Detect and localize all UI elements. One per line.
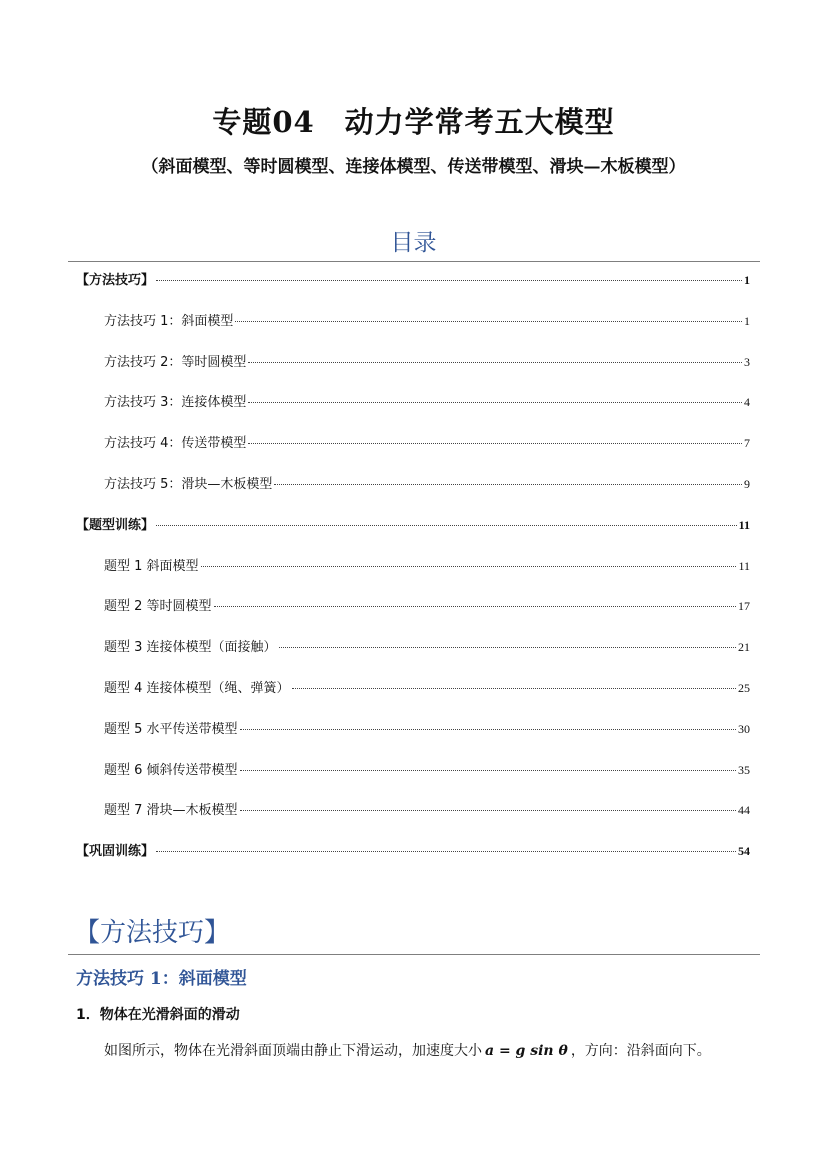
toc-entry[interactable] xyxy=(104,799,750,821)
toc-entry[interactable] xyxy=(104,473,750,495)
toc-entry[interactable] xyxy=(76,840,750,862)
toc-entry[interactable] xyxy=(104,759,750,781)
point-heading: 1．物体在光滑斜面的滑动 xyxy=(76,1007,240,1023)
toc-entry-text: 题型 7 滑块—木板模型 xyxy=(104,803,238,819)
toc-page-number: 17 xyxy=(738,599,750,614)
toc-page-number: 1 xyxy=(744,313,750,328)
toc-page-number: 44 xyxy=(738,803,750,818)
toc-entry[interactable] xyxy=(104,677,750,699)
toc-dot-leader xyxy=(156,280,742,281)
toc-page-number: 1 xyxy=(744,273,750,287)
toc-entry-text: 【巩固训练】 xyxy=(76,844,155,860)
toc-page-number: 11 xyxy=(738,517,750,532)
toc-page-number: 21 xyxy=(738,640,750,655)
toc-page-number: 7 xyxy=(744,436,750,451)
paragraph-text: 如图所示，物体在光滑斜面顶端由静止下滑运动，加速度大小 xyxy=(104,1043,482,1059)
toc-entry[interactable] xyxy=(104,718,750,740)
toc-dot-leader xyxy=(156,851,736,852)
toc-page-number: 54 xyxy=(738,844,750,859)
toc-entry[interactable] xyxy=(76,269,750,291)
toc-page-number: 30 xyxy=(738,721,750,736)
toc-page-number: 35 xyxy=(738,762,750,777)
section-divider xyxy=(68,954,760,955)
toc-dot-leader xyxy=(248,402,742,403)
toc-dot-leader xyxy=(274,484,742,485)
toc-entry-text: 方法技巧 4：传送带模型 xyxy=(104,436,247,452)
toc-entry[interactable] xyxy=(76,514,750,536)
toc-dot-leader xyxy=(235,321,742,322)
toc-heading: 目录 xyxy=(390,230,437,256)
subsection-heading: 方法技巧 1：斜面模型 xyxy=(76,969,247,989)
toc-entry-text: 方法技巧 2：等时圆模型 xyxy=(104,354,247,370)
toc-dot-leader xyxy=(214,606,736,607)
toc-entry-text: 方法技巧 1：斜面模型 xyxy=(104,313,234,329)
document-subtitle: （斜面模型、等时圆模型、连接体模型、传送带模型、滑块—木板模型） xyxy=(141,157,686,177)
section-heading: 【方法技巧】 xyxy=(74,918,231,948)
toc-dot-leader xyxy=(248,443,742,444)
toc-entry[interactable] xyxy=(104,432,750,454)
toc-dot-leader xyxy=(240,810,736,811)
toc-entry[interactable] xyxy=(104,310,750,332)
document-title: 专题04 动力学常考五大模型 xyxy=(212,105,615,139)
toc-entry-text: 方法技巧 5：滑块—木板模型 xyxy=(104,477,273,492)
toc-entry-text: 方法技巧 3：连接体模型 xyxy=(104,395,247,411)
toc-entry-text: 题型 4 连接体模型（绳、弹簧） xyxy=(104,681,290,696)
toc-dot-leader xyxy=(240,770,736,771)
toc-entry-text: 题型 6 倾斜传送带模型 xyxy=(104,762,238,778)
body-paragraph xyxy=(104,1040,711,1060)
toc-dot-leader xyxy=(292,688,736,689)
toc-dot-leader xyxy=(279,647,736,648)
toc-dot-leader xyxy=(156,525,737,526)
toc-entry-text: 题型 3 连接体模型（面接触） xyxy=(104,640,277,656)
toc-entry-text: 【方法技巧】 xyxy=(76,273,155,288)
formula: a = g sin θ xyxy=(485,1043,568,1059)
toc-entry-text: 【题型训练】 xyxy=(76,517,155,533)
toc-entry-text: 题型 2 等时圆模型 xyxy=(104,599,212,615)
toc-entry[interactable] xyxy=(104,351,750,373)
toc-entry[interactable] xyxy=(104,555,750,577)
toc-page-number: 3 xyxy=(744,354,750,369)
toc-dot-leader xyxy=(201,566,737,567)
toc-entry-text: 题型 5 水平传送带模型 xyxy=(104,721,238,737)
toc-dot-leader xyxy=(240,729,736,730)
paragraph-text-end: ，方向：沿斜面向下。 xyxy=(570,1043,711,1059)
toc-entry[interactable] xyxy=(104,595,750,617)
toc-dot-leader xyxy=(248,362,742,363)
toc-entry[interactable] xyxy=(104,391,750,413)
toc-entry[interactable] xyxy=(104,636,750,658)
toc-divider xyxy=(68,261,760,262)
toc-page-number: 11 xyxy=(738,558,750,573)
toc-page-number: 4 xyxy=(744,395,750,410)
toc-entry-text: 题型 1 斜面模型 xyxy=(104,558,199,574)
toc-page-number: 9 xyxy=(744,477,750,491)
toc-page-number: 25 xyxy=(738,681,750,695)
